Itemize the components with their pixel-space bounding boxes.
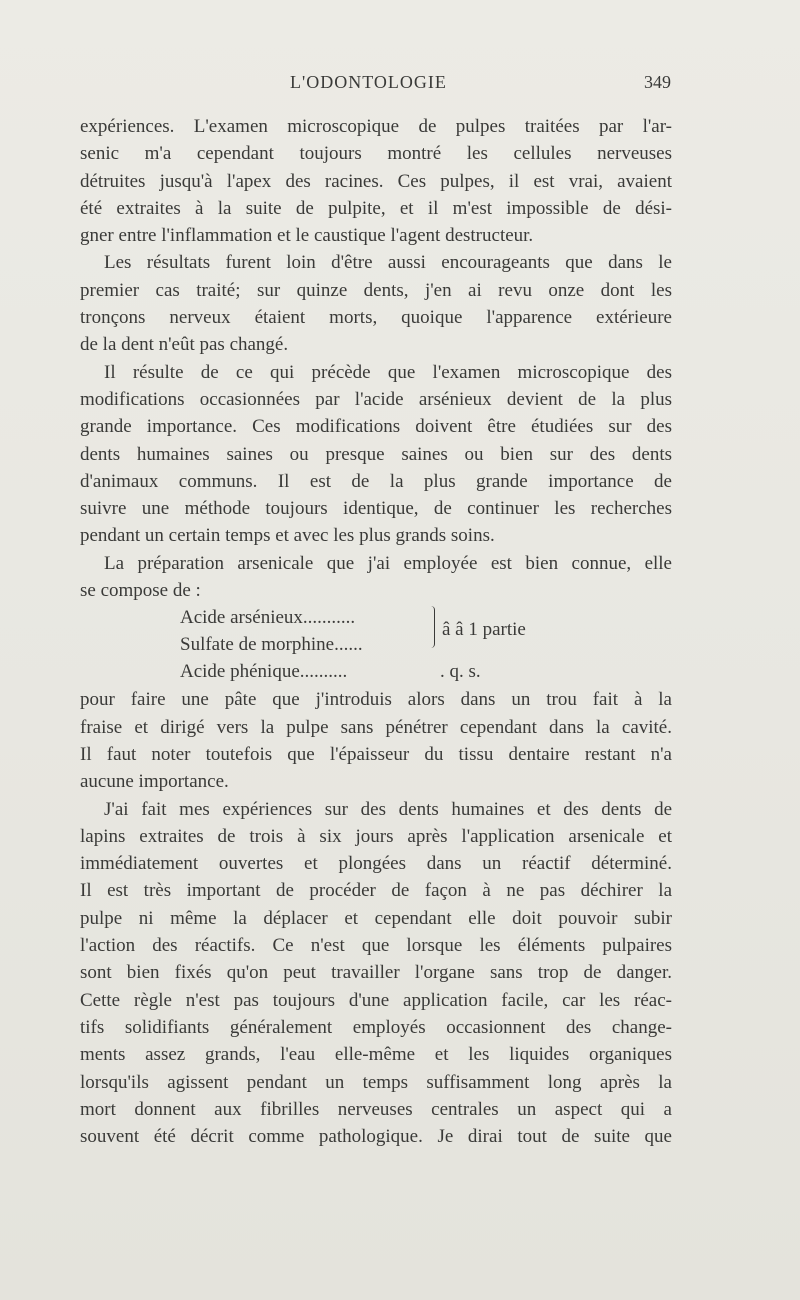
text-line: fraise et dirigé vers la pulpe sans pénétrer cependant dans la cavité.: [80, 716, 672, 738]
text-line: expériences. L'examen microscopique de pulpes traitées par l'ar-: [80, 116, 672, 137]
running-head: [0, 72, 800, 100]
recipe-item-morphine-sulfate: Sulfate de morphine......: [180, 634, 363, 656]
text-line: aucune importance.: [80, 771, 229, 793]
recipe-item-arsenious-acid: Acide arsénieux...........: [180, 607, 356, 629]
text-line: La préparation arsenicale que j'ai employée est bien connue, elle: [104, 552, 672, 574]
text-line: tifs solidifiants généralement employés occasionnent des change-: [80, 1016, 672, 1038]
text-line: gner entre l'inflammation et le caustique l'agent destructeur.: [80, 225, 534, 247]
text-line: Il est très important de procéder de façon à ne pas déchirer la: [80, 880, 672, 902]
text-line: mort donnent aux fibrilles nerveuses centrales un aspect qui a: [80, 1098, 672, 1120]
text-line: dents humaines saines ou presque saines ou bien sur des dents: [80, 443, 672, 465]
text-line: Il résulte de ce qui précède que l'examen microscopique des: [104, 361, 672, 383]
text-line: lapins extraites de trois à six jours après l'application arsenicale et: [80, 825, 672, 847]
text-line: pendant un certain temps et avec les plus grands soins.: [80, 525, 495, 547]
text-line: ments assez grands, l'eau elle-même et les liquides organiques: [80, 1044, 672, 1066]
text-line: tronçons nerveux étaient morts, quoique l'apparence extérieure: [80, 307, 672, 329]
text-line: Cette règle n'est pas toujours d'une application facile, car les réac-: [80, 989, 672, 1011]
text-line: J'ai fait mes expériences sur des dents humaines et des dents de: [104, 798, 672, 820]
text-line: souvent été décrit comme pathologique. Je dirai tout de suite que: [80, 1126, 672, 1148]
recipe-block: [80, 604, 672, 686]
text-line: détruites jusqu'à l'apex des racines. Ces pulpes, il est vrai, avaient: [80, 170, 672, 192]
text-line: pour faire une pâte que j'introduis alors dans un trou fait à la: [80, 689, 672, 711]
text-line: senic m'a cependant toujours montré les cellules nerveuses: [80, 143, 672, 165]
text-line: Il faut noter toutefois que l'épaisseur du tissu dentaire restant n'a: [80, 743, 672, 765]
body-text: [80, 113, 672, 1150]
text-line: se compose de :: [80, 580, 201, 602]
recipe-dose: â â 1 partie: [442, 619, 526, 641]
text-line: d'animaux communs. Il est de la plus grande importance de: [80, 470, 672, 492]
text-line: Les résultats furent loin d'être aussi encourageants que dans le: [104, 252, 672, 274]
text-line: premier cas traité; sur quinze dents, j'en ai revu onze dont les: [80, 279, 672, 301]
text-line: immédiatement ouvertes et plongées dans un réactif déterminé.: [80, 853, 672, 875]
brace-symbol: [428, 606, 435, 648]
page-number: 349: [644, 72, 671, 92]
text-line: de la dent n'eût pas changé.: [80, 334, 289, 356]
text-line: grande importance. Ces modifications doivent être étudiées sur des: [80, 416, 672, 438]
text-line: lorsqu'ils agissent pendant un temps suffisamment long après la: [80, 1071, 672, 1093]
text-line: sont bien fixés qu'on peut travailler l'organe sans trop de danger.: [80, 962, 672, 984]
text-line: l'action des réactifs. Ce n'est que lorsque les éléments pulpaires: [80, 935, 672, 957]
recipe-item-phenic-acid: Acide phénique..........: [180, 661, 348, 683]
recipe-item-phenic-dose: . q. s.: [440, 661, 481, 683]
text-line: suivre une méthode toujours identique, de continuer les recherches: [80, 498, 672, 520]
text-line: pulpe ni même la déplacer et cependant elle doit pouvoir subir: [80, 907, 672, 929]
journal-title: L'ODONTOLOGIE: [290, 72, 447, 92]
text-line: modifications occasionnées par l'acide arsénieux devient de la plus: [80, 388, 672, 410]
text-line: été extraites à la suite de pulpite, et il m'est impossible de dési-: [80, 197, 672, 219]
